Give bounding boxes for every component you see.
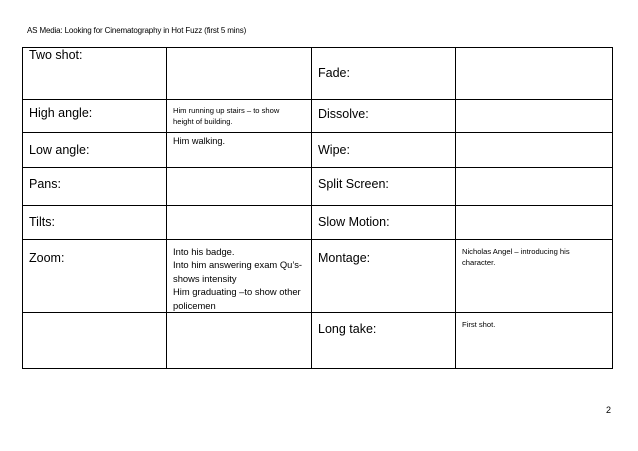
- note-line: First shot.: [462, 320, 496, 330]
- table-row: [23, 313, 613, 369]
- notes-cell[interactable]: [167, 206, 312, 240]
- notes-cell[interactable]: [167, 168, 312, 206]
- notes-cell[interactable]: [456, 240, 613, 313]
- term-cell: Tilts:: [23, 206, 167, 240]
- table-row: [23, 240, 613, 313]
- term-cell: Dissolve:: [312, 100, 456, 133]
- table-row: [23, 133, 613, 168]
- document-title: AS Media: Looking for Cinematography in Hot Fuzz (first 5 mins): [27, 26, 247, 35]
- term-cell: Pans:: [23, 168, 167, 206]
- term-cell: Zoom:: [23, 240, 167, 313]
- note-line: Him graduating –to show other: [173, 286, 301, 298]
- term-cell: Montage:: [312, 240, 456, 313]
- table-row: [23, 48, 613, 100]
- note-line: Into him answering exam Qu’s-: [173, 259, 303, 271]
- term-cell: Two shot:: [23, 48, 167, 100]
- notes-cell[interactable]: [456, 48, 613, 100]
- term-cell: Fade:: [312, 48, 456, 100]
- term-cell: Long take:: [312, 313, 456, 369]
- note-line: Him running up stairs – to show: [173, 106, 280, 115]
- term-cell: Slow Motion:: [312, 206, 456, 240]
- notes-cell[interactable]: [167, 133, 312, 168]
- notes-cell[interactable]: [167, 100, 312, 133]
- table-row: [23, 168, 613, 206]
- note-line: shows intensity: [173, 272, 237, 284]
- notes-cell[interactable]: [167, 48, 312, 100]
- notes-cell[interactable]: [167, 313, 312, 369]
- cinematography-worksheet-table: [22, 47, 613, 369]
- notes-cell[interactable]: [456, 168, 613, 206]
- note-line: Him walking.: [173, 136, 226, 146]
- table-row: [23, 206, 613, 240]
- term-cell: High angle:: [23, 100, 167, 133]
- table-row: [23, 100, 613, 133]
- term-cell: Split Screen:: [312, 168, 456, 206]
- term-cell: [23, 313, 167, 369]
- page-number: 2: [606, 405, 612, 415]
- notes-cell[interactable]: [456, 133, 613, 168]
- notes-cell[interactable]: [456, 100, 613, 133]
- notes-cell[interactable]: [167, 240, 312, 313]
- notes-cell[interactable]: [456, 313, 613, 369]
- term-cell: Wipe:: [312, 133, 456, 168]
- note-line: height of building.: [173, 117, 233, 126]
- note-line: policemen: [173, 299, 216, 311]
- note-line: character.: [462, 258, 496, 267]
- notes-cell[interactable]: [456, 206, 613, 240]
- note-line: Into his badge.: [173, 246, 235, 257]
- note-line: Nicholas Angel – introducing his: [462, 247, 570, 256]
- term-cell: Low angle:: [23, 133, 167, 168]
